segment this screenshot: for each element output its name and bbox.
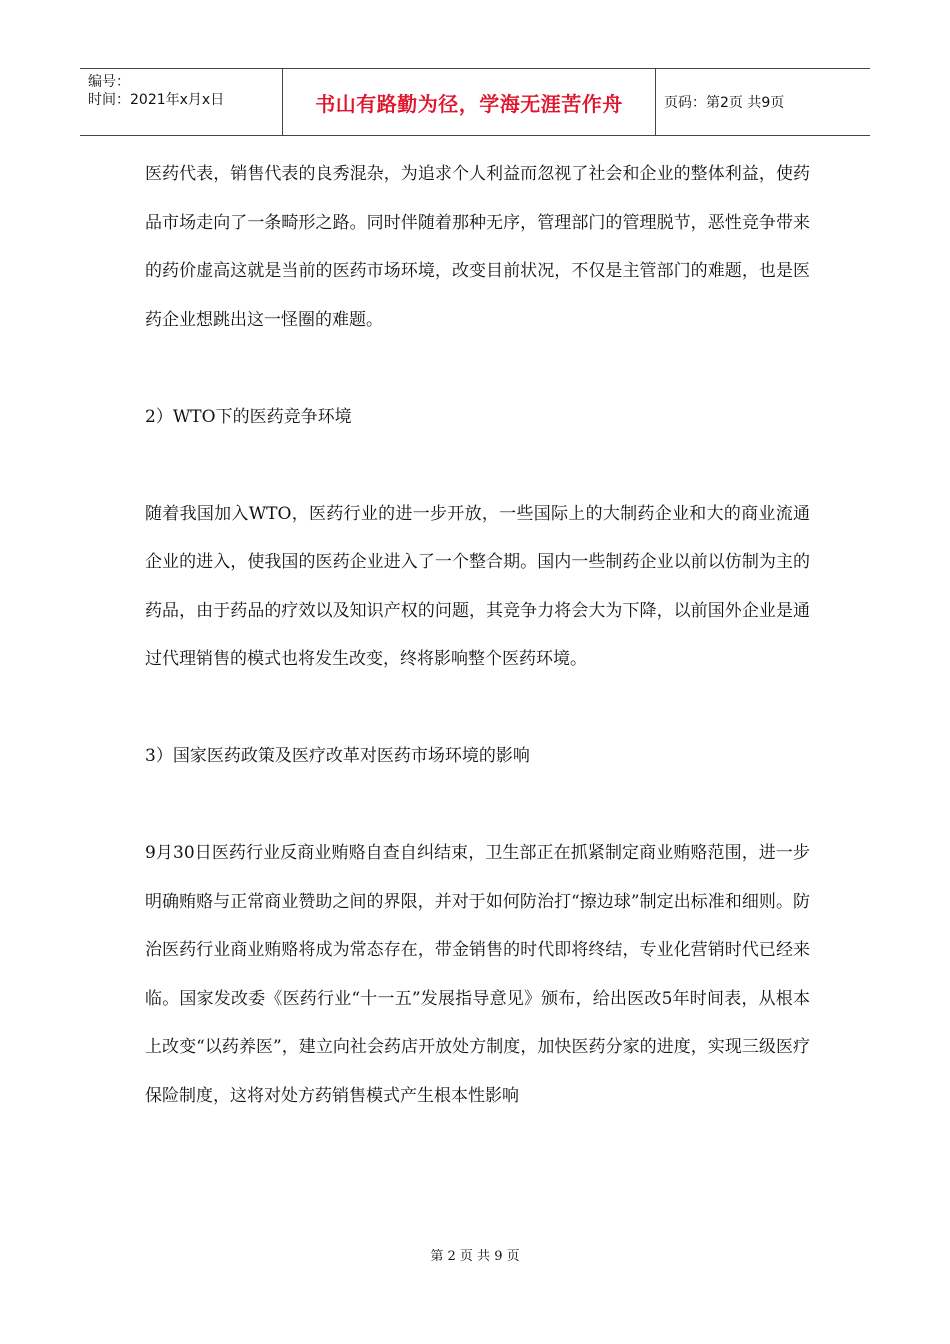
document-date-label: 时间：2021年x月x日 [88,92,225,108]
header-meta [80,69,282,135]
header-motto: 书山有路勤为径，学海无涯苦作舟 [282,69,656,135]
document-body [145,150,810,1120]
document-number-label: 编号： [88,74,130,90]
paragraph-market-disorder: 医药代表，销售代表的良秀混杂，为追求个人利益而忽视了社会和企业的整体利益，使药品市场走向了一条畸形之路。同时伴随着那种无序，管理部门的管理脱节，恶性竞争带来的药价虚高这就是当前的医药市场环境，改变目前状况，不仅是主管部门的难题，也是医药企业想跳出这一怪圈的难题。 [145,164,810,330]
paragraph-wto-competition: 随着我国加入WTO，医药行业的进一步开放，一些国际上的大制药企业和大的商业流通企业的进入，使我国的医药企业进入了一个整合期。国内一些制药企业以前以仿制为主的药品，由于药品的疗效以及知识产权的问题，其竞争力将会大为下降，以前国外企业是通过代理销售的模式也将发生改变，终将影响整个医药环境。 [145,503,810,669]
section-heading-policy: 3）国家医药政策及医疗改革对医药市场环境的影响 [145,746,530,766]
document-header [80,68,870,136]
paragraph-policy-reform: 9月30日医药行业反商业贿赂自查自纠结束，卫生部正在抓紧制定商业贿赂范围，进一步明确贿赂与正常商业赞助之间的界限，并对于如何防治打“擦边球”制定出标准和细则。防治医药行业商业贿赂将成为常态存在，带金销售的时代即将终结，专业化营销时代已经来临。国家发改委《医药行业“十一五”发展指导意见》颁布，给出医改5年时间表，从根本上改变“以药养医”，建立向社会药店开放处方制度，加快医药分家的进度，实现三级医疗保险制度，这将对处方药销售模式产生根本性影响 [145,843,810,1106]
page-footer: 第 2 页 共 9 页 [430,1249,520,1264]
section-heading-wto: 2）WTO下的医药竞争环境 [145,406,352,427]
header-page-number: 页码：第2页 共9页 [664,95,785,111]
